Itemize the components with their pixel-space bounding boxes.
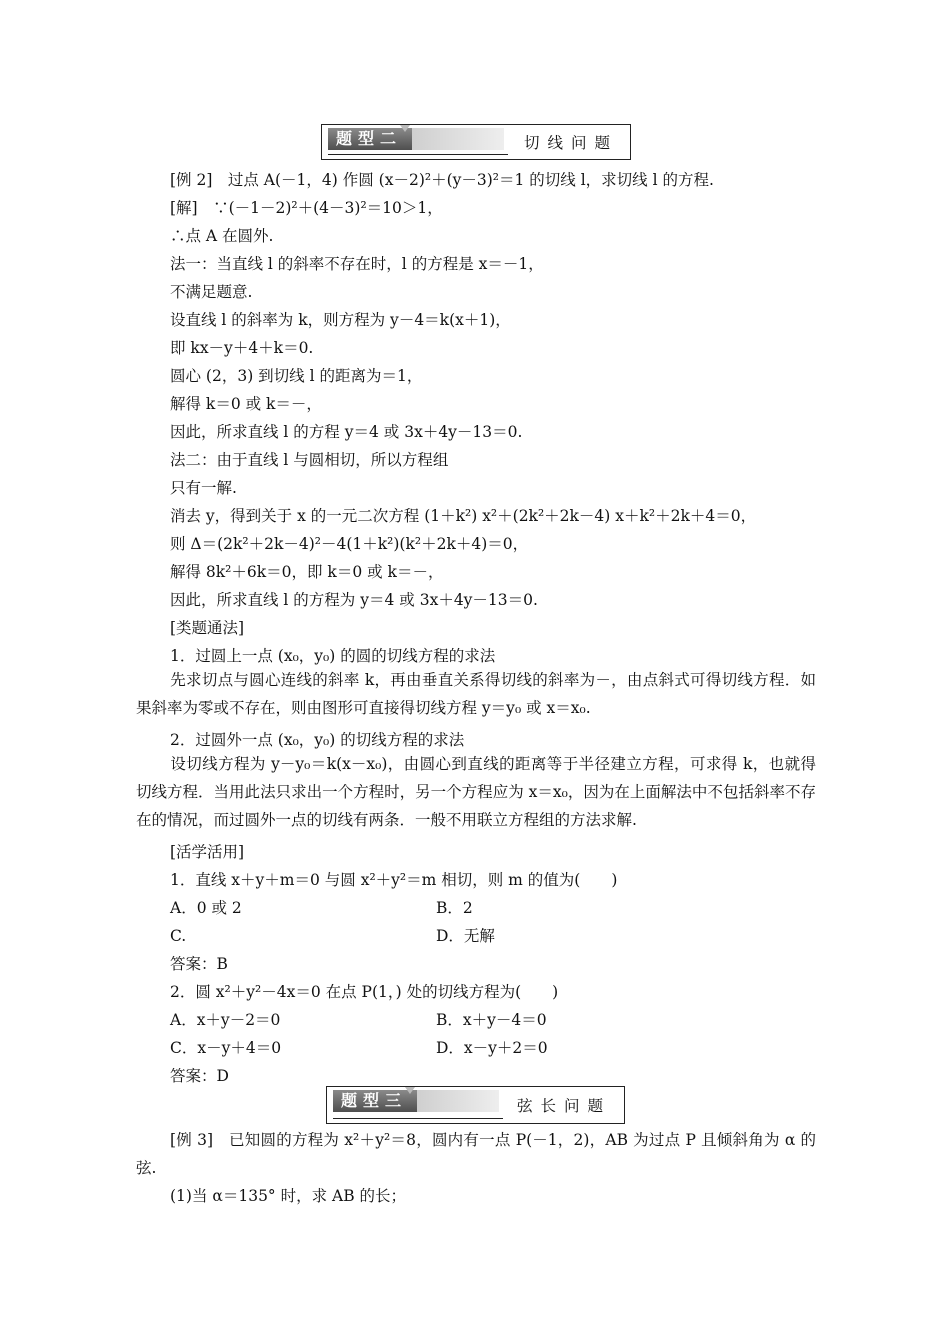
section-tag: 题型三 (333, 1090, 417, 1112)
solution-line-6: 即 kx－y＋4＋k＝0. (170, 339, 314, 357)
practice-heading: [活学活用] (170, 843, 245, 861)
example-3-question: [例 3] 已知圆的方程为 x²＋y²＝8，圆内有一点 P(－1，2)，AB 为过点 P 且倾斜角为 α 的弦. (136, 1131, 816, 1177)
banner-notch-icon (400, 125, 410, 132)
banner-underline (328, 154, 508, 155)
example-3-question-paragraph (136, 1126, 816, 1182)
solution-line-14: 解得 8k²＋6k＝0，即 k＝0 或 k＝－， (170, 563, 444, 581)
practice-question-2: 2．圆 x²＋y²－4x＝0 在点 P(1，) 处的切线方程为( ) (170, 983, 559, 1001)
solution-line-11: 只有一解. (170, 479, 237, 497)
q2-option-c: C．x－y＋4＝0 (170, 1039, 282, 1057)
banner-shade (417, 1090, 499, 1112)
solution-line-8: 解得 k＝0 或 k＝－， (170, 395, 322, 413)
solution-line-15: 因此，所求直线 l 的方程为 y＝4 或 3x＋4y－13＝0. (170, 591, 538, 609)
method-1-paragraph (136, 666, 816, 722)
section-banner-tangent (321, 124, 631, 160)
solution-line-13: 则 Δ＝(2k²＋2k－4)²－4(1＋k²)(k²＋2k＋4)＝0， (170, 535, 529, 553)
practice-question-1: 1．直线 x＋y＋m＝0 与圆 x²＋y²＝m 相切，则 m 的值为( ) (170, 871, 618, 889)
banner-shade (412, 128, 504, 150)
example-2-question: [例 2] 过点 A(－1，4) 作圆 (x－2)²＋(y－3)²＝1 的切线 l，求切线 l 的方程. (170, 171, 714, 189)
method-2-paragraph (136, 750, 816, 834)
solution-line-12: 消去 y，得到关于 x 的一元二次方程 (1＋k²) x²＋(2k²＋2k－4) x＋k²＋2k＋4＝0， (170, 507, 757, 525)
section-title: 弦长问题 (517, 1097, 612, 1115)
banner-underline (333, 1118, 503, 1119)
method-2-text: 设切线方程为 y－y₀＝k(x－x₀)，由圆心到直线的距离等于半径建立方程，可求得 k，也就得切线方程．当用此法只求出一个方程时，另一个方程应为 x＝x₀，因为在上面解法中不包括斜率不存在的情况，而过圆外一点的切线有两条．一般不用联立方程组的方法求解. (136, 755, 816, 829)
q1-option-d: D．无解 (436, 927, 495, 945)
method-heading: [类题通法] (170, 619, 245, 637)
section-title: 切线问题 (524, 134, 619, 152)
solution-line-5: 设直线 l 的斜率为 k，则方程为 y－4＝k(x＋1)， (170, 311, 511, 329)
q2-option-d: D．x－y＋2＝0 (436, 1039, 548, 1057)
q2-option-a: A．x＋y－2＝0 (170, 1011, 281, 1029)
answer-2: 答案：D (170, 1067, 229, 1085)
section-tag: 题型二 (328, 128, 412, 150)
answer-1: 答案：B (170, 955, 228, 973)
q1-option-a: A．0 或 2 (170, 899, 242, 917)
banner-notch-icon (405, 1087, 415, 1094)
solution-line-1: [解] ∵(－1－2)²＋(4－3)²＝10＞1， (170, 199, 443, 217)
q1-option-b: B．2 (436, 899, 473, 917)
solution-line-4: 不满足题意. (170, 283, 253, 301)
section-banner-chord (326, 1086, 625, 1124)
solution-line-10: 法二：由于直线 l 与圆相切，所以方程组 (170, 451, 449, 469)
solution-line-9: 因此，所求直线 l 的方程 y＝4 或 3x＋4y－13＝0. (170, 423, 523, 441)
q1-option-c: C. (170, 927, 187, 945)
method-2-title: 2．过圆外一点 (x₀，y₀) 的切线方程的求法 (170, 731, 465, 749)
method-1-text: 先求切点与圆心连线的斜率 k，再由垂直关系得切线的斜率为－，由点斜式可得切线方程．如果斜率为零或不存在，则由图形可直接得切线方程 y＝y₀ 或 x＝x₀. (136, 671, 816, 717)
solution-line-3: 法一：当直线 l 的斜率不存在时，l 的方程是 x＝－1， (170, 255, 544, 273)
example-3-part-1: (1)当 α＝135° 时，求 AB 的长； (170, 1187, 407, 1205)
q2-option-b: B．x＋y－4＝0 (436, 1011, 547, 1029)
method-1-title: 1．过圆上一点 (x₀，y₀) 的圆的切线方程的求法 (170, 647, 496, 665)
solution-line-2: ∴点 A 在圆外. (170, 227, 274, 245)
solution-line-7: 圆心 (2，3) 到切线 l 的距离为＝1， (170, 367, 423, 385)
